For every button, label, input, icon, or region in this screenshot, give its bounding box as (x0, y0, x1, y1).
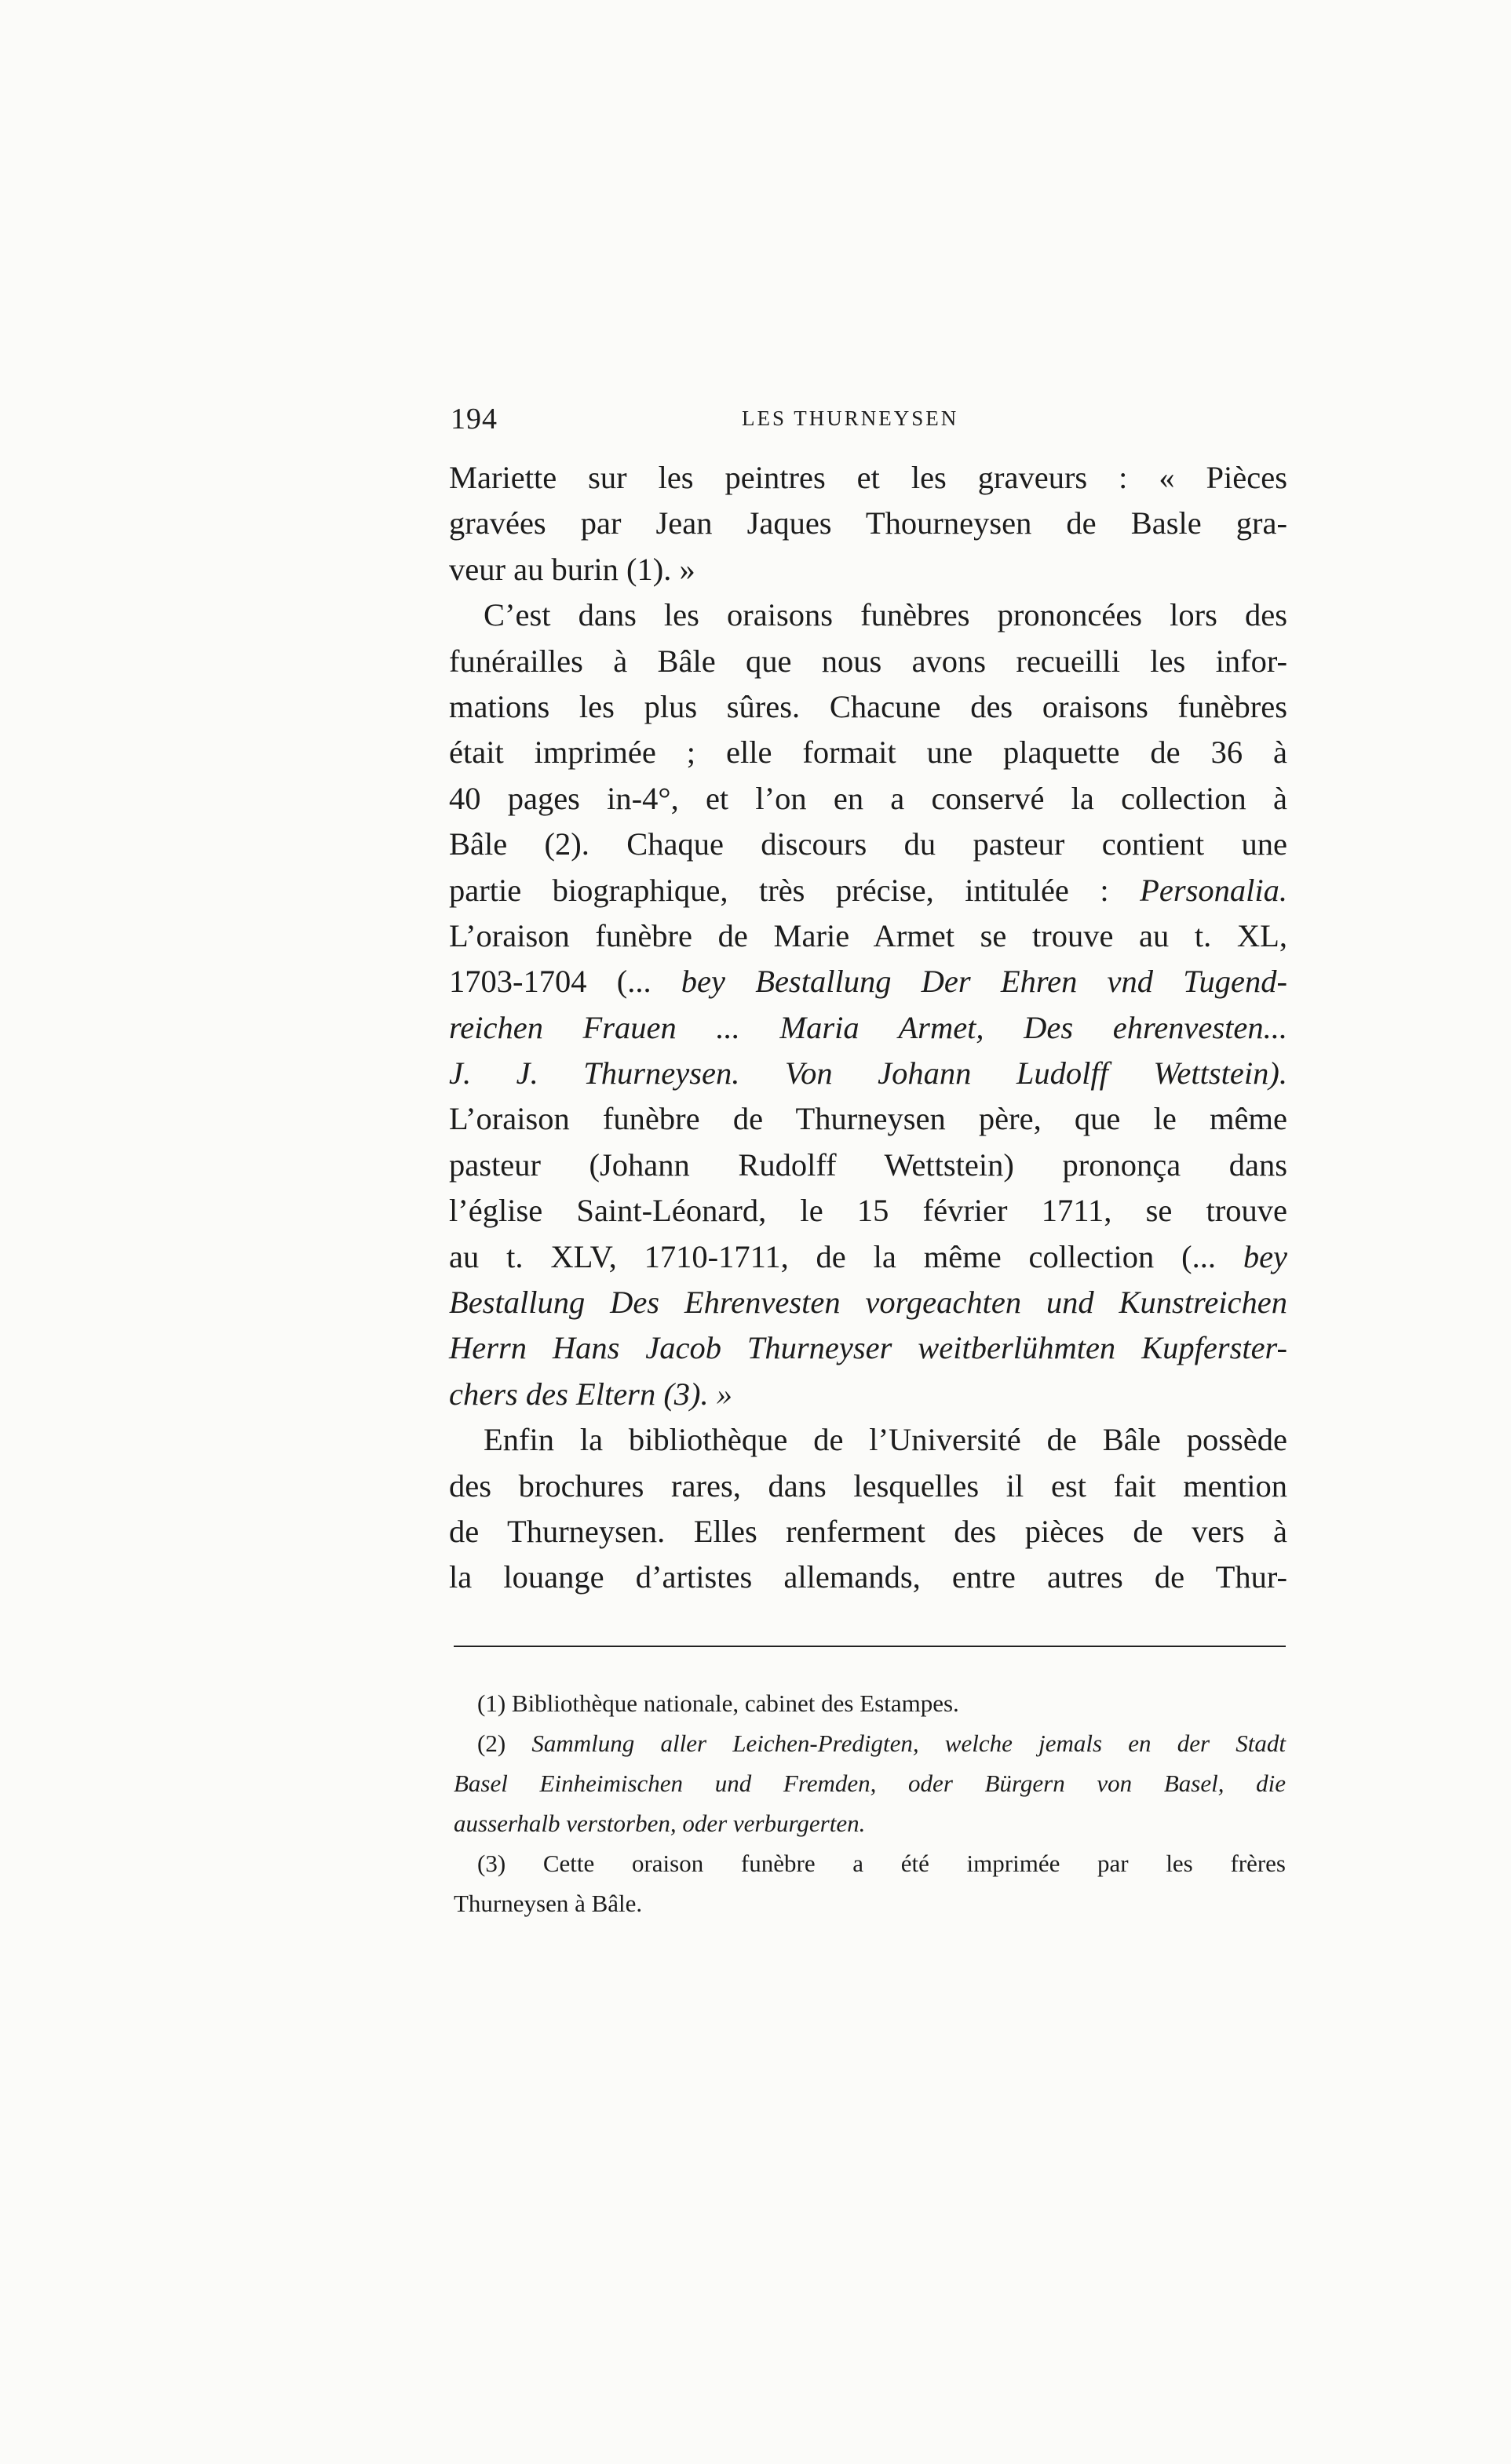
footnote-line: (3) Cette oraison funèbre a été imprimée par les frères (477, 1850, 1286, 1877)
body-line: la louange d’artistes allemands, entre autres de Thur- (449, 1559, 1287, 1595)
italic-title: bey (1243, 1238, 1288, 1274)
footnote-rule (454, 1646, 1286, 1647)
footnotes (454, 1683, 1286, 1923)
body-line (449, 868, 1287, 913)
body-line: Herrn Hans Jacob Thurneyser weitberlühmten Kupferster- (449, 1330, 1287, 1366)
body-line (449, 1234, 1287, 1280)
body-line: Enfin la bibliothèque de l’Université de Bâle possède (484, 1422, 1287, 1458)
body-line: Bestallung Des Ehrenvesten vorgeachten und Kunstreichen (449, 1285, 1287, 1321)
running-head: LES THURNEYSEN (742, 406, 959, 430)
body-line-text: au t. XLV, 1710-1711, de la même collection (... (449, 1238, 1216, 1274)
body-text (449, 455, 1287, 1601)
body-line: veur au burin (1). » (449, 551, 695, 587)
italic-title: bey Bestallung Der Ehren vnd Tugend- (681, 964, 1287, 1000)
body-line: était imprimée ; elle formait une plaquette de 36 à (449, 734, 1287, 771)
body-line: J. J. Thurneysen. Von Johann Ludolff Wettstein). (449, 1055, 1287, 1092)
page-number: 194 (451, 403, 498, 436)
body-line: funérailles à Bâle que nous avons recueilli les infor- (449, 643, 1287, 679)
footnote-line: Thurneysen à Bâle. (454, 1890, 643, 1917)
body-line: Bâle (2). Chaque discours du pasteur contient une (449, 826, 1287, 862)
body-line: L’oraison funèbre de Marie Armet se trouve au t. XL, (449, 917, 1287, 953)
body-line: des brochures rares, dans lesquelles il est fait mention (449, 1467, 1287, 1504)
body-line (449, 959, 1287, 1004)
body-line: 40 pages in-4°, et l’on en a conservé la collection à (449, 780, 1287, 816)
body-line: mations les plus sûres. Chacune des oraisons funèbres (449, 688, 1287, 724)
italic-title: Personalia. (1140, 872, 1287, 908)
footnote-line: Basel Einheimischen und Fremden, oder Bürgern von Basel, die (454, 1770, 1286, 1797)
body-line: reichen Frauen ... Maria Armet, Des ehrenvesten... (449, 1009, 1287, 1045)
footnote-italic: Sammlung aller Leichen-Predigten, welche jemals en der Stadt (531, 1730, 1287, 1757)
body-line: chers des Eltern (3). » (449, 1376, 733, 1412)
body-line-text: 1703-1704 (... (449, 964, 651, 1000)
body-line-text: partie biographique, très précise, intitulée : (449, 872, 1109, 908)
body-line: pasteur (Johann Rudolff Wettstein) prononça dans (449, 1146, 1287, 1183)
body-line: C’est dans les oraisons funèbres prononcées lors des (484, 597, 1287, 633)
footnote-line: (1) Bibliothèque nationale, cabinet des Estampes. (477, 1689, 959, 1717)
footnote-line (454, 1723, 1286, 1763)
body-line: Mariette sur les peintres et les graveurs : « Pièces (449, 460, 1287, 495)
footnote-line: ausserhalb verstorben, oder verburgerten. (454, 1810, 866, 1837)
body-line: l’église Saint-Léonard, le 15 février 1711, se trouve (449, 1193, 1287, 1229)
body-line: gravées par Jean Jaques Thourneysen de Basle gra- (449, 505, 1287, 541)
body-line: de Thurneysen. Elles renferment des pièces de vers à (449, 1513, 1287, 1549)
footnote-marker: (2) (477, 1730, 506, 1757)
body-line: L’oraison funèbre de Thurneysen père, que le même (449, 1101, 1287, 1137)
